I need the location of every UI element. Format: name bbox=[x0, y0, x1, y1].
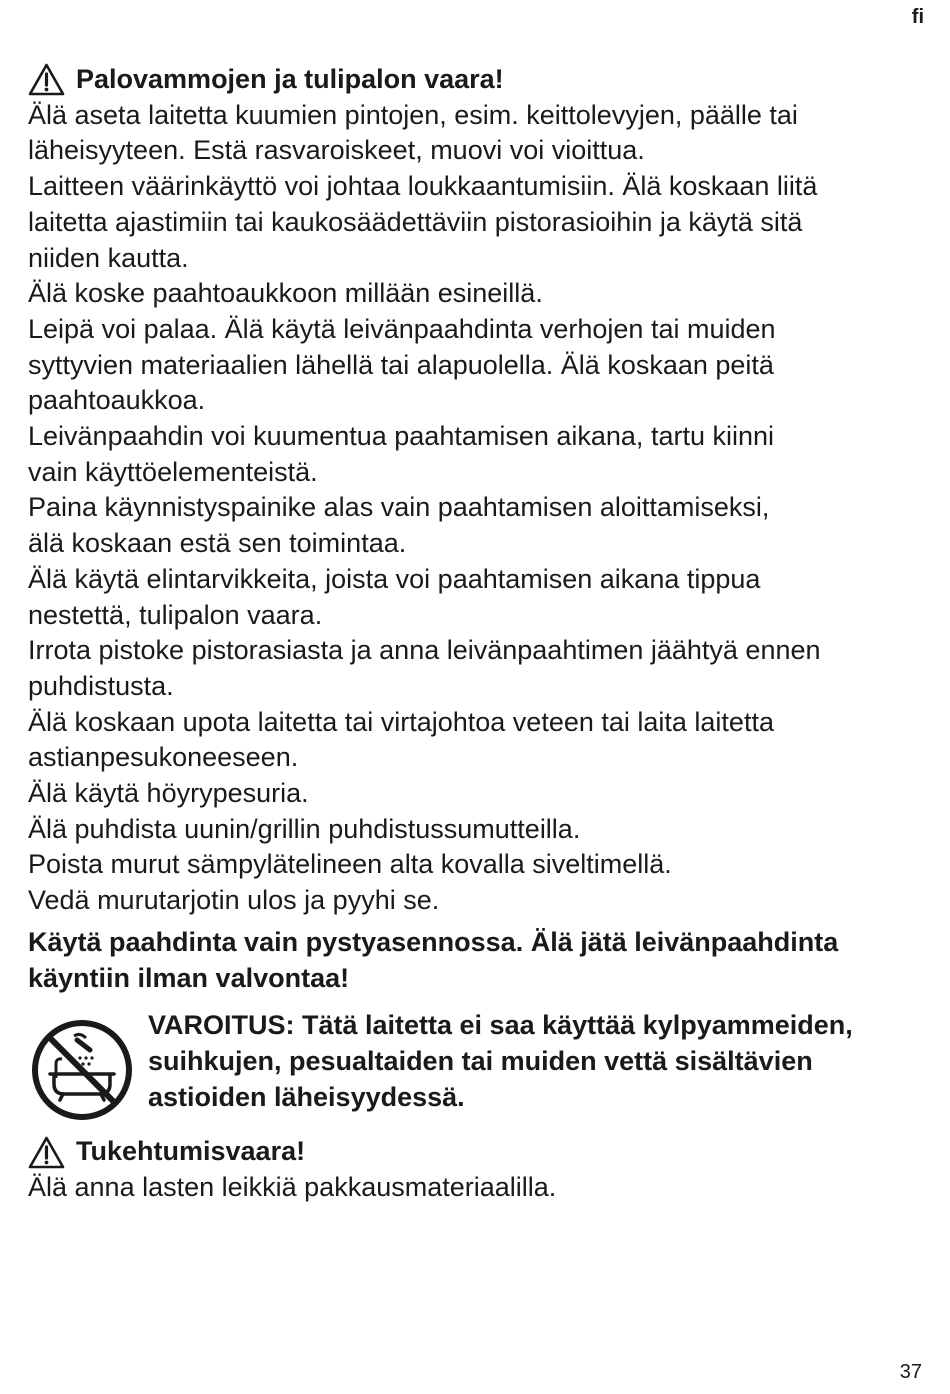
fire-hazard-title: Palovammojen ja tulipalon vaara! bbox=[76, 64, 504, 94]
text-line: nestettä, tulipalon vaara. bbox=[28, 599, 323, 630]
suffocation-hazard-heading bbox=[28, 1134, 928, 1170]
text-line: käyntiin ilman valvontaa! bbox=[28, 962, 350, 993]
text-line: Vedä murutarjotin ulos ja pyyhi se. bbox=[28, 885, 440, 916]
text-line: Älä koske paahtoaukkoon millään esineillä. bbox=[28, 278, 543, 309]
no-bathtub-shower-icon bbox=[30, 1018, 134, 1122]
text-line: paahtoaukkoa. bbox=[28, 385, 206, 416]
text-line: Älä puhdista uunin/grillin puhdistussumutteilla. bbox=[28, 813, 581, 844]
fire-hazard-text bbox=[28, 98, 928, 919]
text-line: Paina käynnistyspainike alas vain paahtamisen aloittamiseksi, bbox=[28, 492, 770, 523]
warning-triangle-icon bbox=[28, 1136, 65, 1169]
suffocation-hazard-text bbox=[28, 1170, 928, 1206]
fire-hazard-heading bbox=[28, 62, 928, 98]
text-line: VAROITUS: Tätä laitetta ei saa käyttää kylpyammeiden, bbox=[148, 1010, 853, 1041]
bath-warning-text bbox=[148, 1008, 853, 1115]
bath-warning bbox=[28, 1008, 928, 1122]
warning-triangle-icon bbox=[28, 63, 65, 96]
text-line: Älä käytä höyrypesuria. bbox=[28, 778, 309, 809]
text-line: Leipä voi palaa. Älä käytä leivänpaahdinta verhojen tai muiden bbox=[28, 313, 776, 344]
page-number: 37 bbox=[899, 1361, 922, 1383]
document-body bbox=[28, 62, 928, 1206]
upright-use-warning bbox=[28, 925, 928, 996]
text-line: Älä aseta laitetta kuumien pintojen, esim. keittolevyjen, päälle tai bbox=[28, 99, 798, 130]
text-line: Älä anna lasten leikkiä pakkausmateriaalilla. bbox=[28, 1171, 557, 1202]
text-line: niiden kautta. bbox=[28, 242, 189, 273]
text-line: Leivänpaahdin voi kuumentua paahtamisen aikana, tartu kiinni bbox=[28, 421, 774, 452]
text-line: Käytä paahdinta vain pystyasennossa. Älä jätä leivänpaahdinta bbox=[28, 926, 839, 957]
suffocation-hazard-title: Tukehtumisvaara! bbox=[76, 1136, 306, 1167]
text-line: älä koskaan estä sen toimintaa. bbox=[28, 528, 407, 559]
text-line: puhdistusta. bbox=[28, 670, 174, 701]
text-line: Poista murut sämpylätelineen alta kovalla siveltimellä. bbox=[28, 849, 672, 880]
text-line: Laitteen väärinkäyttö voi johtaa loukkaantumisiin. Älä koskaan liitä bbox=[28, 171, 818, 202]
text-line: vain käyttöelementeistä. bbox=[28, 456, 318, 487]
text-line: läheisyyteen. Estä rasvaroiskeet, muovi voi vioittua. bbox=[28, 135, 645, 166]
text-line: Irrota pistoke pistorasiasta ja anna leivänpaahtimen jäähtyä ennen bbox=[28, 635, 821, 666]
text-line: syttyvien materiaalien lähellä tai alapuolella. Älä koskaan peitä bbox=[28, 349, 774, 380]
text-line: astianpesukoneeseen. bbox=[28, 742, 299, 773]
text-line: suihkujen, pesualtaiden tai muiden vettä sisältävien bbox=[148, 1045, 813, 1076]
text-line: astioiden läheisyydessä. bbox=[148, 1081, 465, 1112]
text-line: Älä käytä elintarvikkeita, joista voi paahtamisen aikana tippua bbox=[28, 563, 761, 594]
text-line: laitetta ajastimiin tai kaukosäädettäviin pistorasioihin ja käytä sitä bbox=[28, 206, 803, 237]
text-line: Älä koskaan upota laitetta tai virtajohtoa veteen tai laita laitetta bbox=[28, 706, 774, 737]
language-tag: fi bbox=[911, 6, 924, 28]
